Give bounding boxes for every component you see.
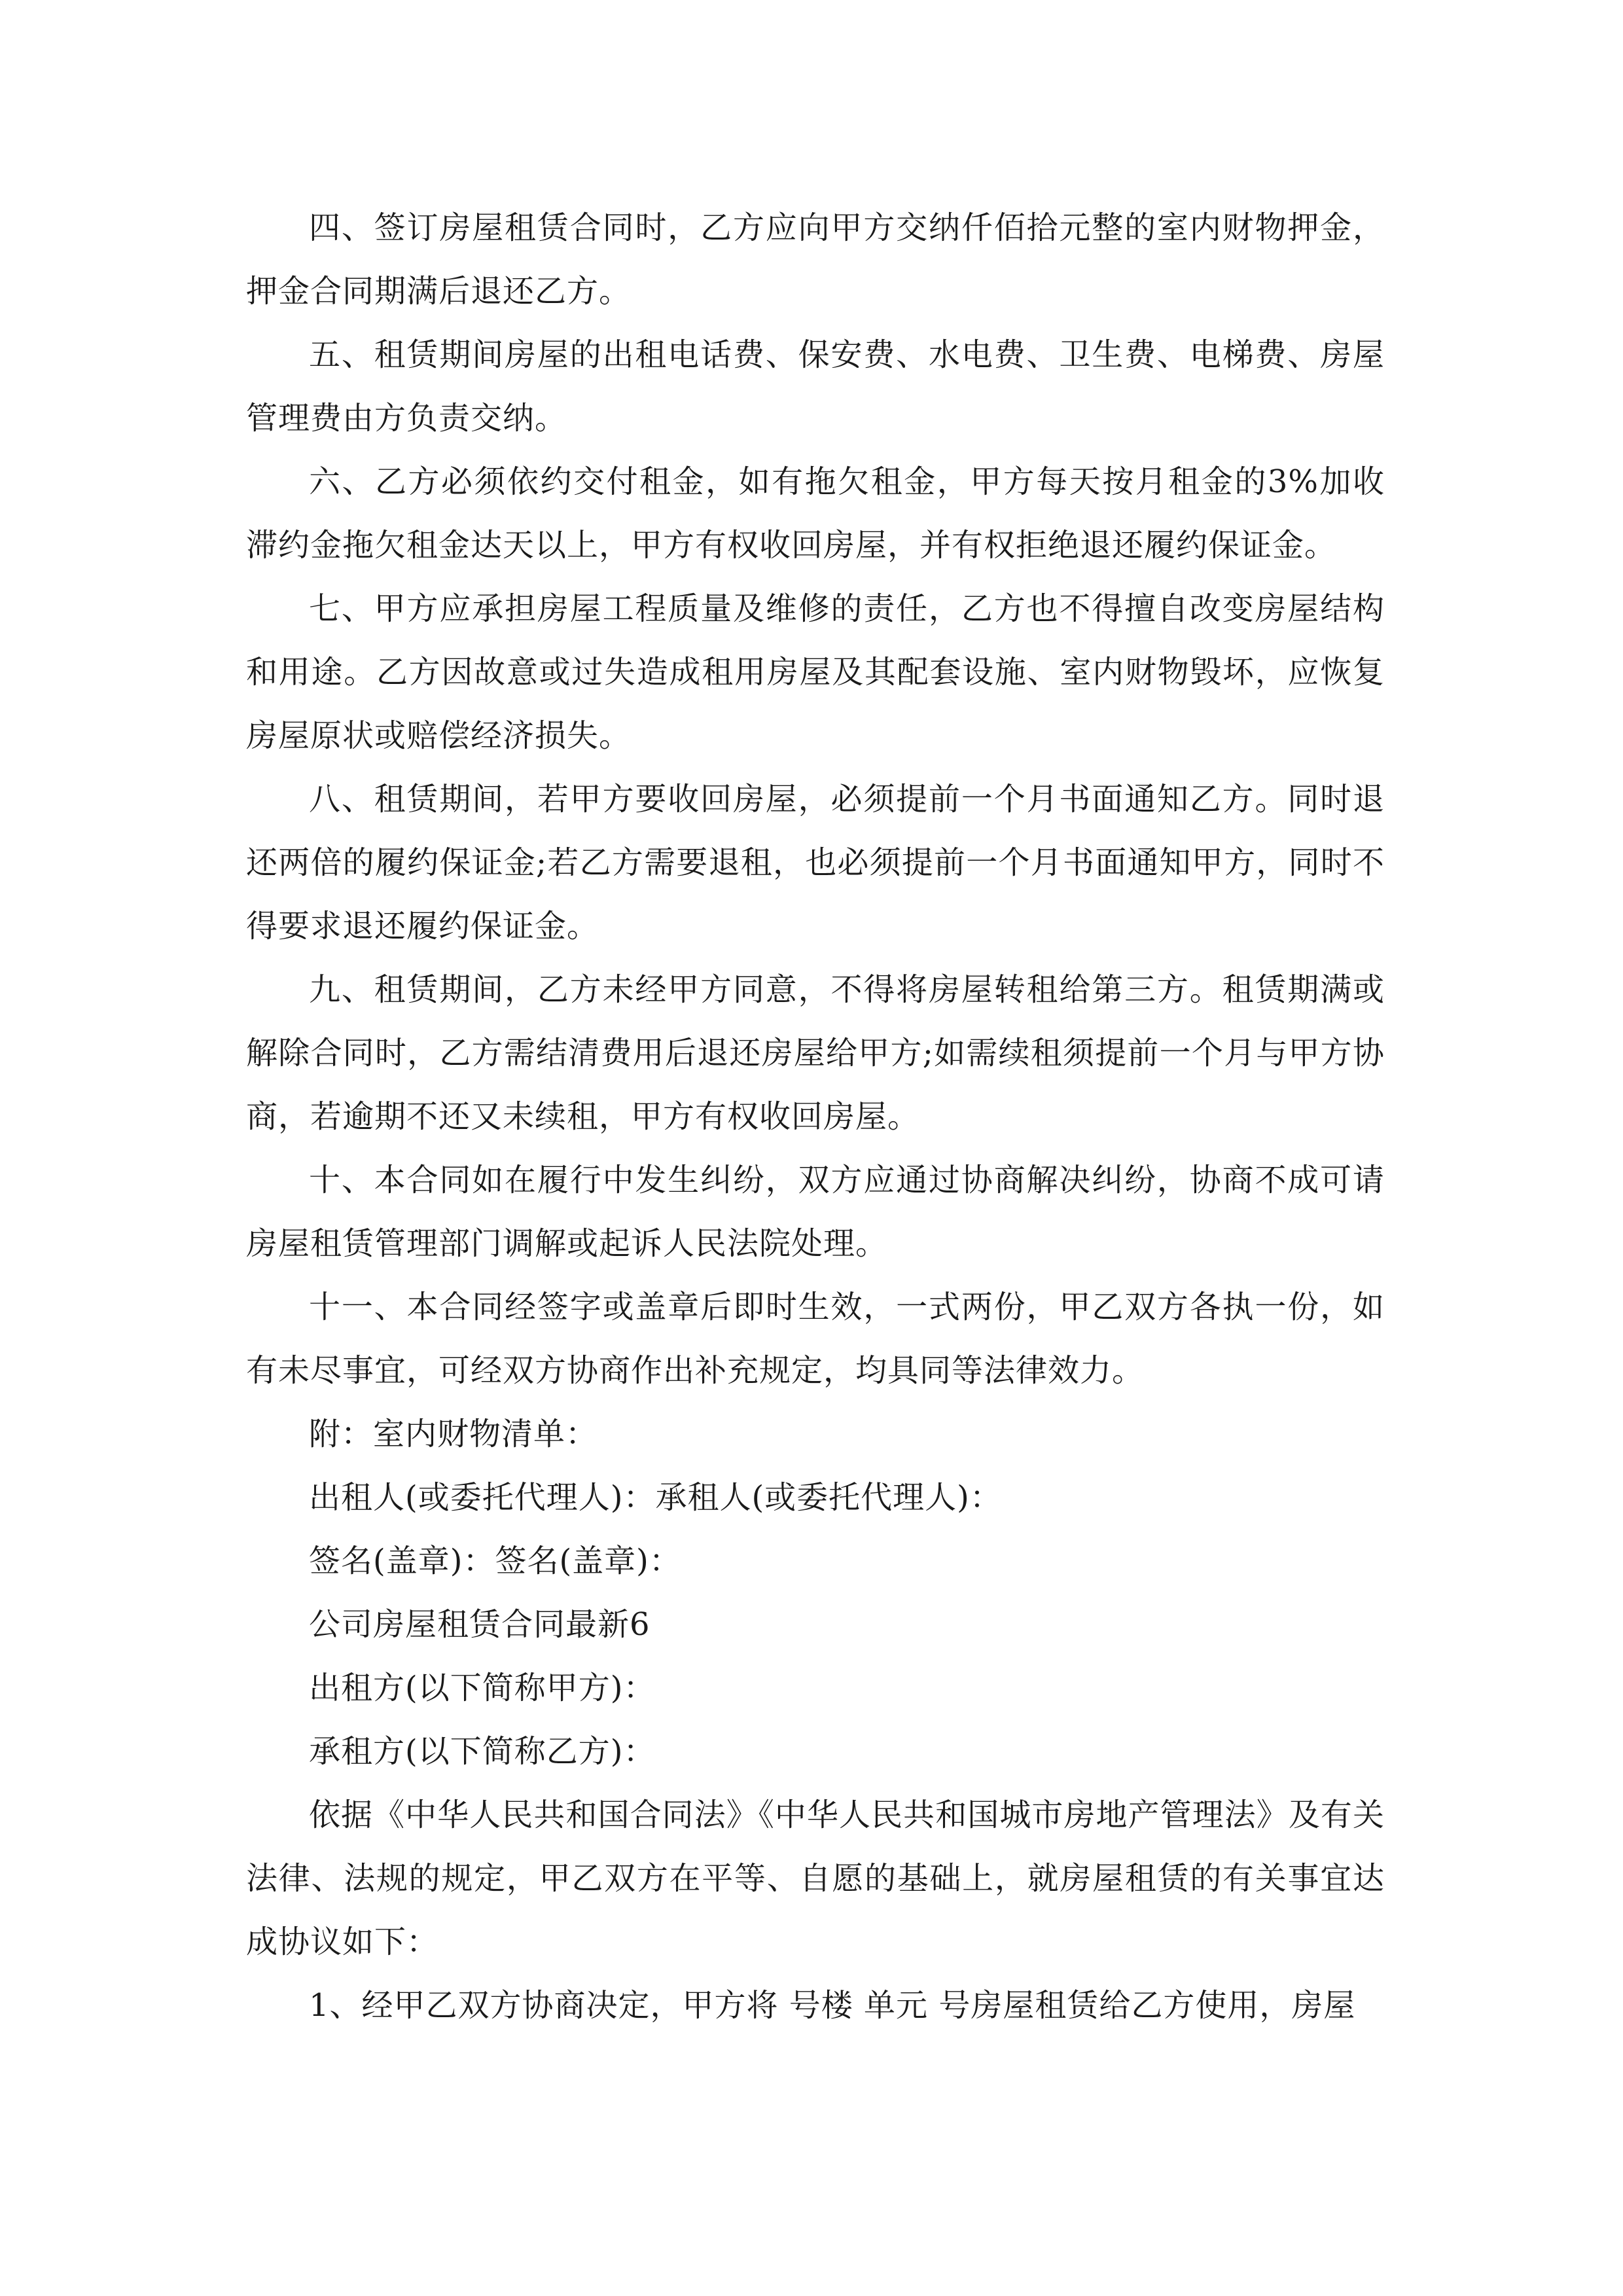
clause-1-line: 1、经甲乙双方协商决定，甲方将 号楼 单元 号房屋租赁给乙方使用，房屋 (309, 1987, 1356, 2024)
clause-9-paragraph: 九、租赁期间，乙方未经甲方同意，不得将房屋转租给第三方。租赁期满或解除合同时，乙方需结清费用后退还房屋给甲方;如需续租须提前一个月与甲方协商，若逾期不还又未续租，甲方有权收回房屋。 (246, 971, 1385, 1135)
lessor-agent-line: 出租人(或委托代理人)：承租人(或委托代理人)： (309, 1479, 1002, 1516)
clause-4-paragraph: 四、签订房屋租赁合同时，乙方应向甲方交纳仟佰拾元整的室内财物押金，押金合同期满后退还乙方。 (246, 209, 1385, 310)
document-body (246, 196, 1385, 2037)
clause-7-paragraph: 七、甲方应承担房屋工程质量及维修的责任，乙方也不得擅自改变房屋结构和用途。乙方因故意或过失造成租用房屋及其配套设施、室内财物毁坏，应恢复房屋原状或赔偿经济损失。 (246, 590, 1385, 754)
clause-6-paragraph: 六、乙方必须依约交付租金，如有拖欠租金，甲方每天按月租金的3%加收滞约金拖欠租金达天以上，甲方有权收回房屋，并有权拒绝退还履约保证金。 (246, 463, 1385, 564)
legal-basis-paragraph: 依据《中华人民共和国合同法》《中华人民共和国城市房地产管理法》及有关法律、法规的规定，甲乙双方在平等、自愿的基础上，就房屋租赁的有关事宜达成协议如下： (246, 1797, 1385, 1960)
signature-line: 签名(盖章)：签名(盖章)： (309, 1543, 681, 1579)
clause-10-paragraph: 十、本合同如在履行中发生纠纷，双方应通过协商解决纠纷，协商不成可请房屋租赁管理部门调解或起诉人民法院处理。 (246, 1162, 1385, 1262)
party-b-line: 承租方(以下简称乙方)： (309, 1733, 656, 1770)
new-contract-title: 公司房屋租赁合同最新6 (309, 1606, 651, 1643)
appendix-line: 附：室内财物清单： (309, 1416, 598, 1452)
party-a-line: 出租方(以下简称甲方)： (309, 1670, 656, 1706)
clause-8-paragraph: 八、租赁期间，若甲方要收回房屋，必须提前一个月书面通知乙方。同时退还两倍的履约保证金;若乙方需要退租，也必须提前一个月书面通知甲方，同时不得要求退还履约保证金。 (246, 781, 1385, 944)
clause-11-paragraph: 十一、本合同经签字或盖章后即时生效，一式两份，甲乙双方各执一份，如有未尽事宜，可经双方协商作出补充规定，均具同等法律效力。 (246, 1289, 1385, 1389)
clause-5-paragraph: 五、租赁期间房屋的出租电话费、保安费、水电费、卫生费、电梯费、房屋管理费由方负责交纳。 (246, 336, 1385, 437)
